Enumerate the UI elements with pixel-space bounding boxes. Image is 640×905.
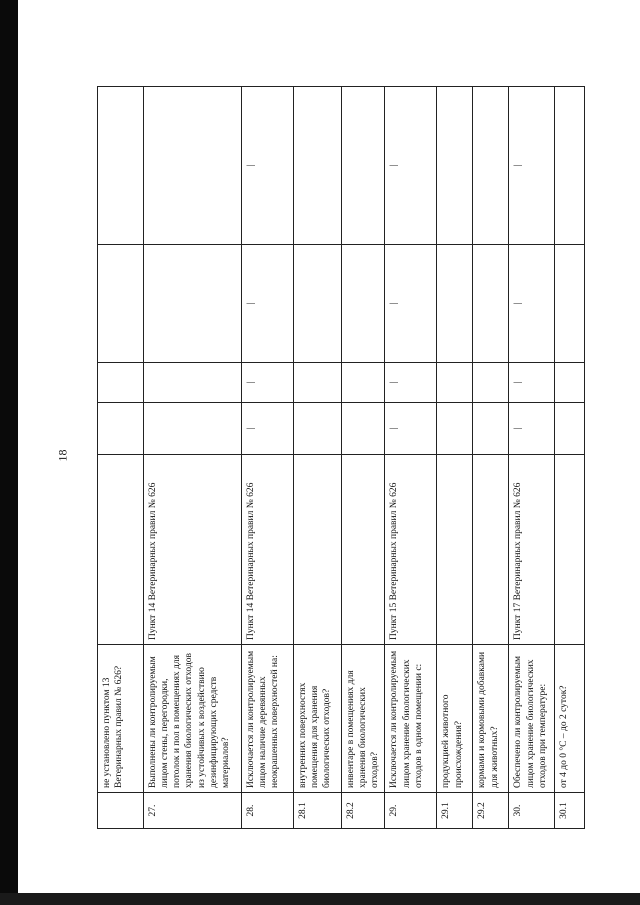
cell-no: | [242, 363, 294, 403]
cell-note [437, 87, 473, 245]
cell-yes: | [509, 403, 555, 455]
row-number: 28. [242, 793, 294, 829]
row-reference [555, 455, 585, 645]
row-number [98, 793, 144, 829]
cell-na [473, 245, 509, 363]
table-row [98, 87, 144, 829]
row-question: Обеспечено ли контролируемым лицом хранение биологических отходов при температуре: [509, 645, 555, 793]
cell-no [437, 363, 473, 403]
row-reference: Пункт 17 Ветеринарных правил № 626 [509, 455, 555, 645]
cell-yes [144, 403, 242, 455]
table-row [242, 87, 294, 829]
table-row [385, 87, 437, 829]
row-reference [98, 455, 144, 645]
cell-yes [473, 403, 509, 455]
row-reference [342, 455, 385, 645]
cell-no [98, 363, 144, 403]
cell-note [473, 87, 509, 245]
scan-border-bottom [0, 893, 640, 905]
cell-yes [342, 403, 385, 455]
row-number: 28.1 [294, 793, 342, 829]
cell-yes [294, 403, 342, 455]
cell-na [437, 245, 473, 363]
cell-yes [555, 403, 585, 455]
cell-yes: | [385, 403, 437, 455]
cell-no: | [509, 363, 555, 403]
cell-note: | [242, 87, 294, 245]
row-reference [437, 455, 473, 645]
cell-note: | [509, 87, 555, 245]
row-number: 29.2 [473, 793, 509, 829]
cell-yes [437, 403, 473, 455]
cell-na [144, 245, 242, 363]
cell-na [342, 245, 385, 363]
cell-no [555, 363, 585, 403]
row-question: от 4 до 0 °С – до 2 суток? [555, 645, 585, 793]
checklist-table-rotated [97, 87, 577, 829]
row-number: 30.1 [555, 793, 585, 829]
row-reference: Пункт 14 Ветеринарных правил № 626 [144, 455, 242, 645]
row-number: 29.1 [437, 793, 473, 829]
cell-no [294, 363, 342, 403]
checklist-table [97, 86, 585, 829]
cell-no: | [385, 363, 437, 403]
row-question: инвентаре в помещениях для хранения биологических отходов? [342, 645, 385, 793]
table-row [473, 87, 509, 829]
cell-yes [98, 403, 144, 455]
cell-note [555, 87, 585, 245]
row-question: продукцией животного происхождения? [437, 645, 473, 793]
table-row [509, 87, 555, 829]
cell-na: | [242, 245, 294, 363]
cell-note [342, 87, 385, 245]
cell-note: | [385, 87, 437, 245]
row-question: кормами и кормовыми добавками для животных? [473, 645, 509, 793]
cell-na [555, 245, 585, 363]
table-row [144, 87, 242, 829]
cell-no [144, 363, 242, 403]
cell-no [342, 363, 385, 403]
cell-note [294, 87, 342, 245]
table-row [342, 87, 385, 829]
scan-border-left [0, 0, 18, 905]
cell-na [294, 245, 342, 363]
row-question: Исключается ли контролируемым лицом хранение биологических отходов в одном помещении с: [385, 645, 437, 793]
row-reference [294, 455, 342, 645]
cell-na: | [509, 245, 555, 363]
page-number: 18 [55, 449, 70, 462]
row-question: внутренних поверхностях помещения для хранения биологических отходов? [294, 645, 342, 793]
table-row [294, 87, 342, 829]
row-reference [473, 455, 509, 645]
cell-na [98, 245, 144, 363]
row-reference: Пункт 14 Ветеринарных правил № 626 [242, 455, 294, 645]
row-question: Выполнены ли контролируемым лицом стены, перегородки, потолок и пол в помещениях для хранения биологических отходов из устойчивых к воздействию дезинфицирующих средств материалов? [144, 645, 242, 793]
cell-na: | [385, 245, 437, 363]
row-question: Исключается ли контролируемым лицом наличие деревянных неокрашенных поверхностей на: [242, 645, 294, 793]
cell-note [144, 87, 242, 245]
table-row [555, 87, 585, 829]
cell-yes: | [242, 403, 294, 455]
row-number: 30. [509, 793, 555, 829]
cell-no [473, 363, 509, 403]
row-number: 28.2 [342, 793, 385, 829]
row-question: не установлено пунктом 13 Ветеринарных правил № 626? [98, 645, 144, 793]
row-number: 29. [385, 793, 437, 829]
cell-note [98, 87, 144, 245]
row-number: 27. [144, 793, 242, 829]
row-reference: Пункт 15 Ветеринарных правил № 626 [385, 455, 437, 645]
table-row [437, 87, 473, 829]
